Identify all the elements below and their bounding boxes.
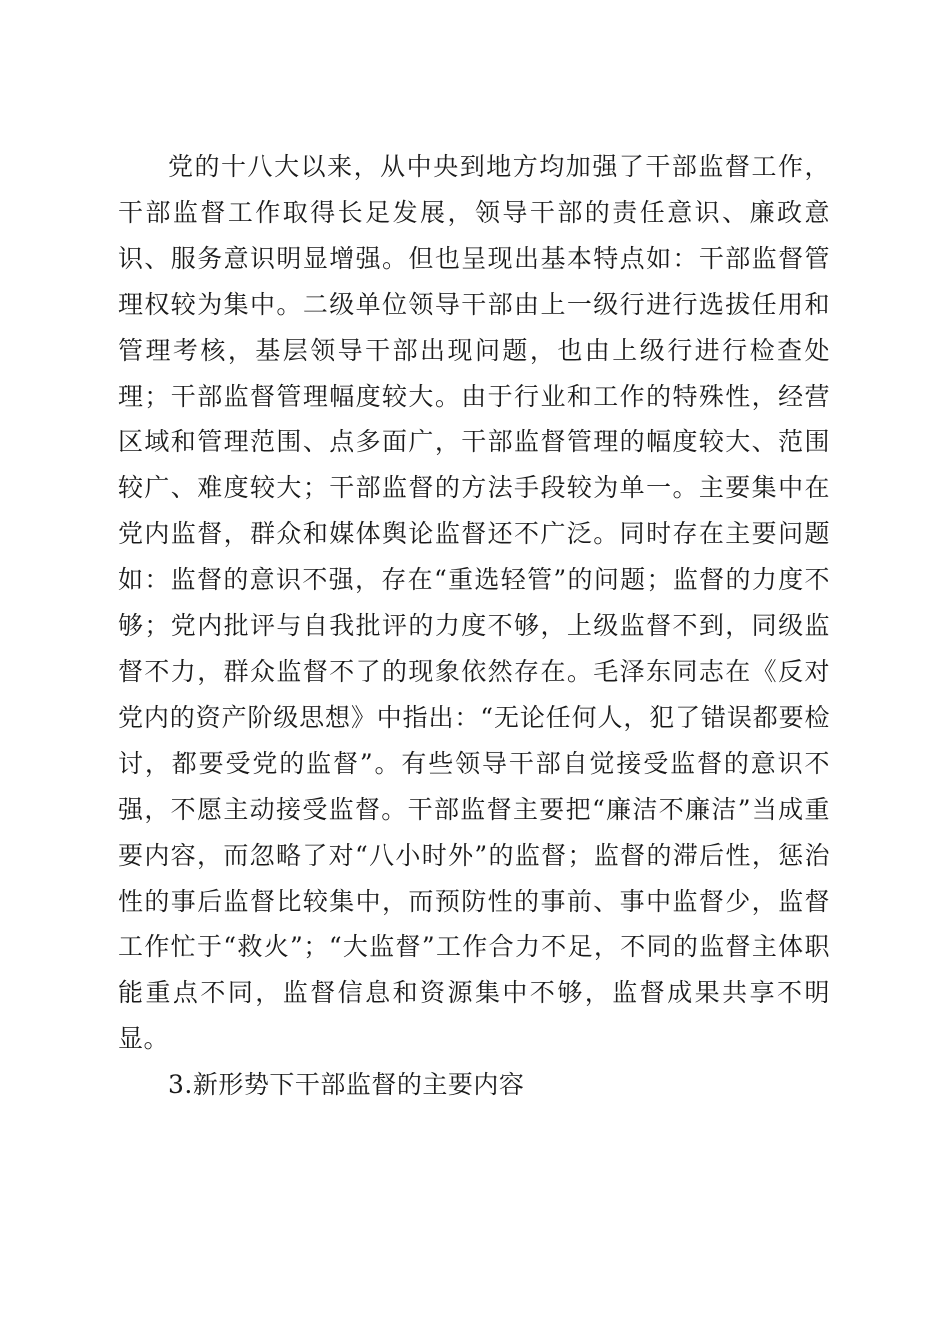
document-body: [118, 144, 830, 1108]
body-paragraph: 党的十八大以来，从中央到地方均加强了干部监督工作，干部监督工作取得长足发展，领导干部的责任意识、廉政意识、服务意识明显增强。但也呈现出基本特点如：干部监督管理权较为集中。二级单位领导干部由上一级行进行选拔任用和管理考核，基层领导干部出现问题，也由上级行进行检查处理；干部监督管理幅度较大。由于行业和工作的特殊性，经营区域和管理范围、点多面广，干部监督管理的幅度较大、范围较广、难度较大；干部监督的方法手段较为单一。主要集中在党内监督，群众和媒体舆论监督还不广泛。同时存在主要问题如：监督的意识不强，存在“重选轻管”的问题；监督的力度不够；党内批评与自我批评的力度不够，上级监督不到，同级监督不力，群众监督不了的现象依然存在。毛泽东同志在《反对党内的资产阶级思想》中指出：“无论任何人，犯了错误都要检讨，都要受党的监督”。有些领导干部自觉接受监督的意识不强，不愿主动接受监督。干部监督主要把“廉洁不廉洁”当成重要内容，而忽略了对“八小时外”的监督；监督的滞后性，惩治性的事后监督比较集中，而预防性的事前、事中监督少，监督工作忙于“救火”；“大监督”工作合力不足，不同的监督主体职能重点不同，监督信息和资源集中不够，监督成果共享不明显。: [118, 152, 830, 1054]
section-heading: 3.新形势下干部监督的主要内容: [168, 1070, 525, 1100]
